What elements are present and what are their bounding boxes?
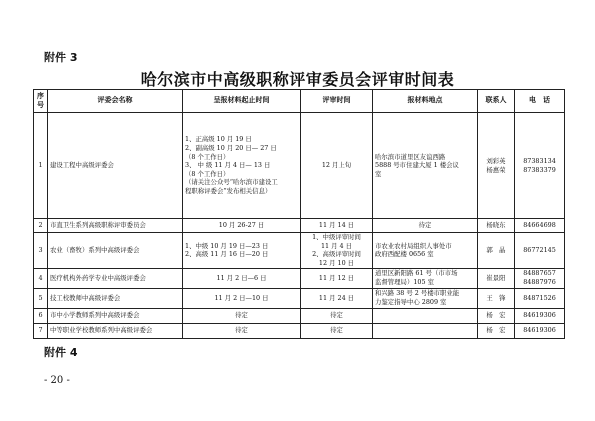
table-header-row <box>34 90 565 113</box>
review-time-line: 12 月 10 日 <box>318 258 355 267</box>
contact-person-cell <box>478 288 515 308</box>
col-header-no: 序号 <box>34 90 48 113</box>
location-line: 道里区新阳路 61 号（市市场 <box>375 269 458 278</box>
phone-number-cell <box>515 268 565 288</box>
review-time-line: 12 月上旬 <box>321 161 352 170</box>
contact-person-line: 王 锋 <box>486 293 506 302</box>
phone-number-line: 84619306 <box>523 326 556 335</box>
annex-3-label: 附件 3 <box>44 51 78 64</box>
table-row <box>34 323 565 338</box>
col-header-contact: 联系人 <box>478 90 515 113</box>
row-number-cell: 5 <box>34 288 48 308</box>
submit-period-line: 11 月 2 日—10 日 <box>214 293 269 302</box>
submit-period-cell <box>183 233 301 269</box>
phone-number-line: 84871526 <box>523 293 556 302</box>
location-cell <box>373 323 478 338</box>
phone-number-line: 84664698 <box>523 221 556 230</box>
contact-person-cell <box>478 233 515 269</box>
committee-name-cell: 中等职业学校教师系列中高级评委会 <box>48 323 183 338</box>
contact-person-cell <box>478 219 515 233</box>
location-line: 监督管理局）105 室 <box>375 278 434 287</box>
phone-number-cell <box>515 113 565 219</box>
submit-period-line: 2、高级 11 月 16 日—20 日 <box>185 250 269 259</box>
page-title: 哈尔滨市中高级职称评审委员会评审时间表 <box>140 70 455 89</box>
review-time-cell <box>301 219 373 233</box>
committee-name-cell: 技工校教师中高级评委会 <box>48 288 183 308</box>
phone-number-cell <box>515 323 565 338</box>
location-cell <box>373 308 478 323</box>
contact-person-line: 杨 宏 <box>486 311 506 320</box>
review-time-line: 11 月 12 日 <box>318 273 355 282</box>
review-time-cell <box>301 268 373 288</box>
phone-number-cell <box>515 219 565 233</box>
review-time-cell <box>301 113 373 219</box>
submit-period-line: 待定 <box>235 311 248 320</box>
table-row <box>34 219 565 233</box>
row-number-cell: 1 <box>34 113 48 219</box>
contact-person-line: 崔景阳 <box>486 273 506 282</box>
review-time-line: 11 月 4 日 <box>320 241 353 250</box>
submit-period-cell <box>183 323 301 338</box>
committee-name-cell: 市直卫生系列高级职称评审委员会 <box>48 219 183 233</box>
submit-period-line: （请关注公众号“哈尔滨市建设工 <box>185 178 278 187</box>
submit-period-line: （8 个工作日） <box>185 169 230 178</box>
col-header-phone: 电 话 <box>515 90 565 113</box>
submit-period-cell <box>183 288 301 308</box>
location-line: 哈尔滨市道里区友谊西路 <box>375 152 446 161</box>
submit-period-line: 待定 <box>235 326 248 335</box>
review-time-line: 2、高级评审时间 <box>312 250 361 259</box>
contact-person-line: 刘彩英 <box>486 156 506 165</box>
location-line: 政府西配楼 0656 室 <box>375 250 434 259</box>
location-line: 5888 号市住建大厦 1 楼会议 <box>375 161 459 170</box>
row-number-cell: 6 <box>34 308 48 323</box>
table-row <box>34 113 565 219</box>
col-header-location: 报材料地点 <box>373 90 478 113</box>
location-line: 待定 <box>418 221 432 230</box>
submit-period-cell <box>183 219 301 233</box>
contact-person-cell <box>478 113 515 219</box>
committee-name-cell: 农业（畜牧）系列中高级评委会 <box>48 233 183 269</box>
submit-period-line: 1、中级 10 月 19 日—23 日 <box>185 241 269 250</box>
review-time-cell <box>301 233 373 269</box>
submit-period-cell <box>183 268 301 288</box>
submit-period-line: 10 月 26-27 日 <box>218 221 265 230</box>
review-time-line: 1、中级评审时间 <box>312 233 361 241</box>
contact-person-cell <box>478 308 515 323</box>
submit-period-cell <box>183 308 301 323</box>
submit-period-line: 11 月 2 日—6 日 <box>216 273 267 282</box>
location-cell <box>373 233 478 269</box>
table-row <box>34 233 565 269</box>
review-time-cell <box>301 323 373 338</box>
phone-number-line: 87383134 <box>523 156 556 165</box>
submit-period-line: （8 个工作日） <box>185 152 230 161</box>
submit-period-line: 2、副高级 10 月 20 日— 27 日 <box>185 143 277 152</box>
phone-number-cell <box>515 233 565 269</box>
contact-person-line: 杨惠荣 <box>486 165 506 174</box>
review-time-line: 待定 <box>330 326 343 335</box>
location-cell <box>373 268 478 288</box>
location-cell <box>373 219 478 233</box>
phone-number-line: 86772145 <box>523 245 556 254</box>
contact-person-cell <box>478 268 515 288</box>
phone-number-line: 84887657 <box>523 269 556 278</box>
location-line: 市农业农村局组织人事处市 <box>375 241 452 250</box>
review-time-line: 待定 <box>330 311 343 320</box>
committee-name-cell: 市中小学教师系列中高级评委会 <box>48 308 183 323</box>
location-line: 和兴路 38 号 2 号楼市职业能 <box>375 289 460 298</box>
contact-person-line: 郭 晶 <box>486 245 506 254</box>
submit-period-cell <box>183 113 301 219</box>
table-row <box>34 268 565 288</box>
location-cell <box>373 288 478 308</box>
phone-number-line: 84887976 <box>523 278 556 287</box>
col-header-review-time: 评审时间 <box>301 90 373 113</box>
row-number-cell: 3 <box>34 233 48 269</box>
committee-name-cell: 建设工程中高级评委会 <box>48 113 183 219</box>
annex-4-label: 附件 4 <box>44 346 78 359</box>
review-time-line: 11 月 14 日 <box>318 221 355 230</box>
table-row <box>34 308 565 323</box>
col-header-submit-period: 呈报材料起止时间 <box>183 90 301 113</box>
row-number-cell: 4 <box>34 268 48 288</box>
phone-number-cell <box>515 308 565 323</box>
table-row <box>34 288 565 308</box>
col-header-committee: 评委会名称 <box>48 90 183 113</box>
review-time-cell <box>301 308 373 323</box>
phone-number-cell <box>515 288 565 308</box>
submit-period-line: 3、 中 级 11 月 4 日— 13 日 <box>185 161 271 170</box>
phone-number-line: 87383379 <box>523 165 556 174</box>
review-time-line: 11 月 24 日 <box>318 293 355 302</box>
phone-number-line: 84619306 <box>523 311 556 320</box>
row-number-cell: 7 <box>34 323 48 338</box>
contact-person-line: 杨晓东 <box>486 221 506 230</box>
contact-person-line: 杨 宏 <box>486 326 506 335</box>
committee-name-cell: 医疗机构外药学专业中高级评委会 <box>48 268 183 288</box>
submit-period-line: 1、正高级 10 月 19 日 <box>185 135 252 144</box>
page-number: - 20 - <box>44 375 70 386</box>
location-line: 室 <box>375 169 382 178</box>
review-time-cell <box>301 288 373 308</box>
contact-person-cell <box>478 323 515 338</box>
row-number-cell: 2 <box>34 219 48 233</box>
location-cell <box>373 113 478 219</box>
submit-period-line: 程职称评委会”发布相关信息） <box>185 187 272 196</box>
schedule-table <box>33 89 565 339</box>
location-line: 力鉴定指导中心 2809 室 <box>375 298 447 307</box>
